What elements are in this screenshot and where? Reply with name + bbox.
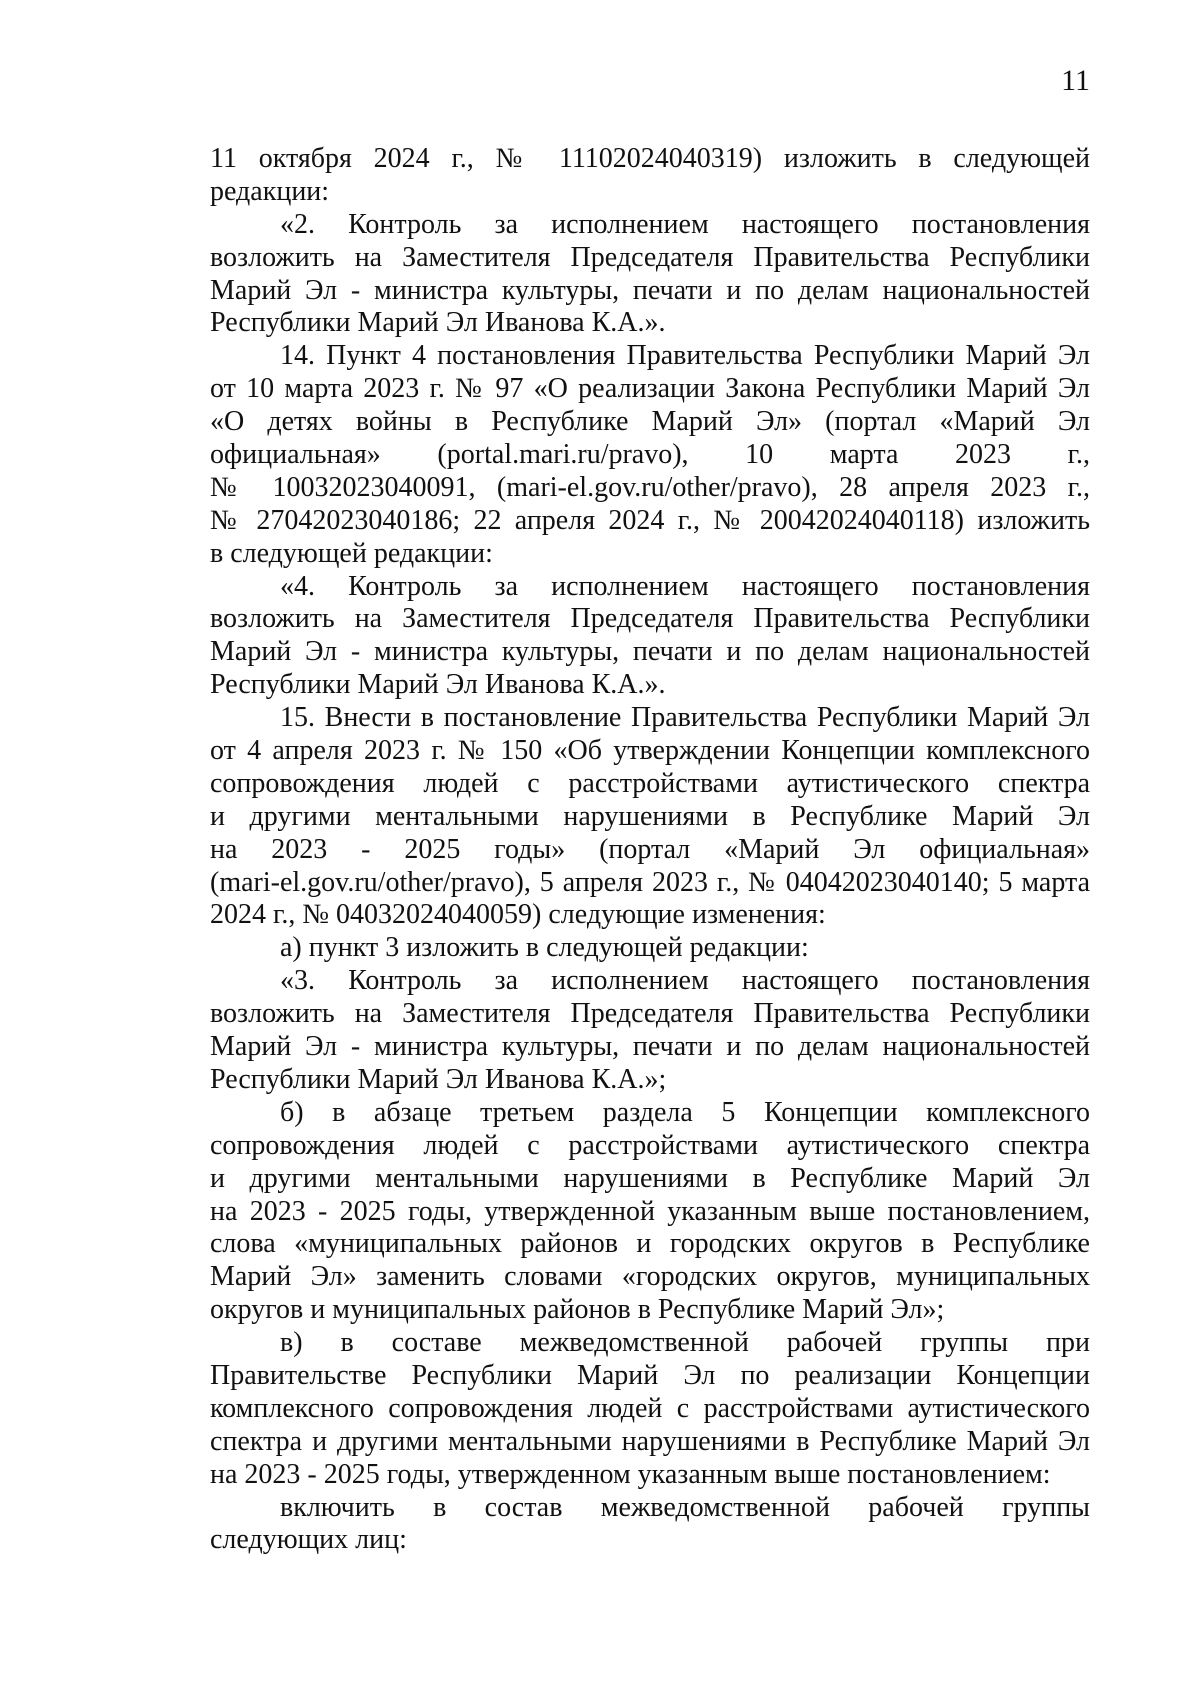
text-line: редакции: <box>210 175 330 207</box>
text-line: № 10032023040091, (mari-el.gov.ru/other/pravo), 28 апреля 2023 г., <box>210 471 1090 503</box>
text-line: 11 октября 2024 г., № 11102024040319) изложить в следующей <box>210 143 1090 174</box>
text-line: в следующей редакции: <box>210 537 493 569</box>
text-line: «4. Контроль за исполнением настоящего постановления <box>280 570 1090 602</box>
text-line: и другими ментальными нарушениями в Республике Марий Эл <box>210 1162 1090 1194</box>
text-line: на 2023 - 2025 годы, утвержденном указанным выше постановлением: <box>210 1458 1051 1490</box>
text-line: сопровождения людей с расстройствами аутистического спектра <box>210 1129 1090 1161</box>
text-line: б) в абзаце третьем раздела 5 Концепции комплексного <box>280 1096 1090 1128</box>
text-line: на 2023 - 2025 годы, утвержденной указанным выше постановлением, <box>210 1195 1090 1227</box>
text-line: от 10 марта 2023 г. № 97 «О реализации Закона Республики Марий Эл <box>210 373 1090 405</box>
text-line: Правительстве Республики Марий Эл по реализации Концепции <box>210 1359 1090 1391</box>
text-line: от 4 апреля 2023 г. № 150 «Об утверждении Концепции комплексного <box>210 735 1090 767</box>
text-line: а) пункт 3 изложить в следующей редакции: <box>280 932 809 964</box>
text-line: следующих лиц: <box>210 1524 407 1556</box>
text-line: спектра и другими ментальными нарушениями в Республике Марий Эл <box>210 1425 1090 1457</box>
paragraph <box>210 1097 1090 1327</box>
text-line: возложить на Заместителя Председателя Правительства Республики <box>210 998 1090 1030</box>
text-line: включить в состав межведомственной рабочей группы <box>280 1491 1090 1523</box>
text-line: Марий Эл» заменить словами «городских округов, муниципальных <box>210 1261 1090 1293</box>
paragraph <box>210 1327 1090 1491</box>
text-line: «3. Контроль за исполнением настоящего постановления <box>280 965 1090 997</box>
paragraph <box>210 1492 1090 1558</box>
text-line: 15. Внести в постановление Правительства Республики Марий Эл <box>280 702 1090 734</box>
paragraph <box>210 340 1090 570</box>
paragraph <box>210 932 1090 965</box>
paragraph <box>210 702 1090 932</box>
paragraph <box>210 965 1090 1097</box>
text-line: «О детях войны в Республике Марий Эл» (портал «Марий Эл <box>210 406 1090 438</box>
text-line: на 2023 - 2025 годы» (портал «Марий Эл официальная» <box>210 833 1090 865</box>
text-line: Марий Эл - министра культуры, печати и по делам национальностей <box>210 1031 1090 1063</box>
page-number: 11 <box>1061 64 1090 97</box>
text-line: Марий Эл - министра культуры, печати и по делам национальностей <box>210 636 1090 668</box>
text-line: 14. Пункт 4 постановления Правительства Республики Марий Эл <box>280 340 1090 372</box>
text-line: сопровождения людей с расстройствами аутистического спектра <box>210 767 1090 799</box>
text-line: «2. Контроль за исполнением настоящего постановления <box>280 208 1090 240</box>
document-body <box>210 143 1090 1557</box>
paragraph <box>210 143 1090 209</box>
text-line: 2024 г., № 04032024040059) следующие изменения: <box>210 899 826 931</box>
paragraph <box>210 209 1090 341</box>
text-line: Марий Эл - министра культуры, печати и по делам национальностей <box>210 274 1090 306</box>
text-line: комплексного сопровождения людей с расстройствами аутистического <box>210 1392 1090 1424</box>
text-line: слова «муниципальных районов и городских округов в Республике <box>210 1228 1090 1260</box>
text-line: возложить на Заместителя Председателя Правительства Республики <box>210 603 1090 635</box>
text-line: и другими ментальными нарушениями в Республике Марий Эл <box>210 800 1090 832</box>
text-line: официальная» (portal.mari.ru/pravo), 10 марта 2023 г., <box>210 439 1090 471</box>
text-line: возложить на Заместителя Председателя Правительства Республики <box>210 241 1090 273</box>
text-line: округов и муниципальных районов в Республике Марий Эл»; <box>210 1294 945 1326</box>
text-line: (mari-el.gov.ru/other/pravo), 5 апреля 2023 г., № 04042023040140; 5 марта <box>210 866 1090 898</box>
text-line: Республики Марий Эл Иванова К.А.». <box>210 669 666 701</box>
text-line: Республики Марий Эл Иванова К.А.». <box>210 307 666 339</box>
paragraph <box>210 571 1090 703</box>
text-line: в) в составе межведомственной рабочей группы при <box>280 1327 1090 1359</box>
text-line: Республики Марий Эл Иванова К.А.»; <box>210 1063 667 1095</box>
text-line: № 27042023040186; 22 апреля 2024 г., № 20042024040118) изложить <box>210 504 1090 536</box>
